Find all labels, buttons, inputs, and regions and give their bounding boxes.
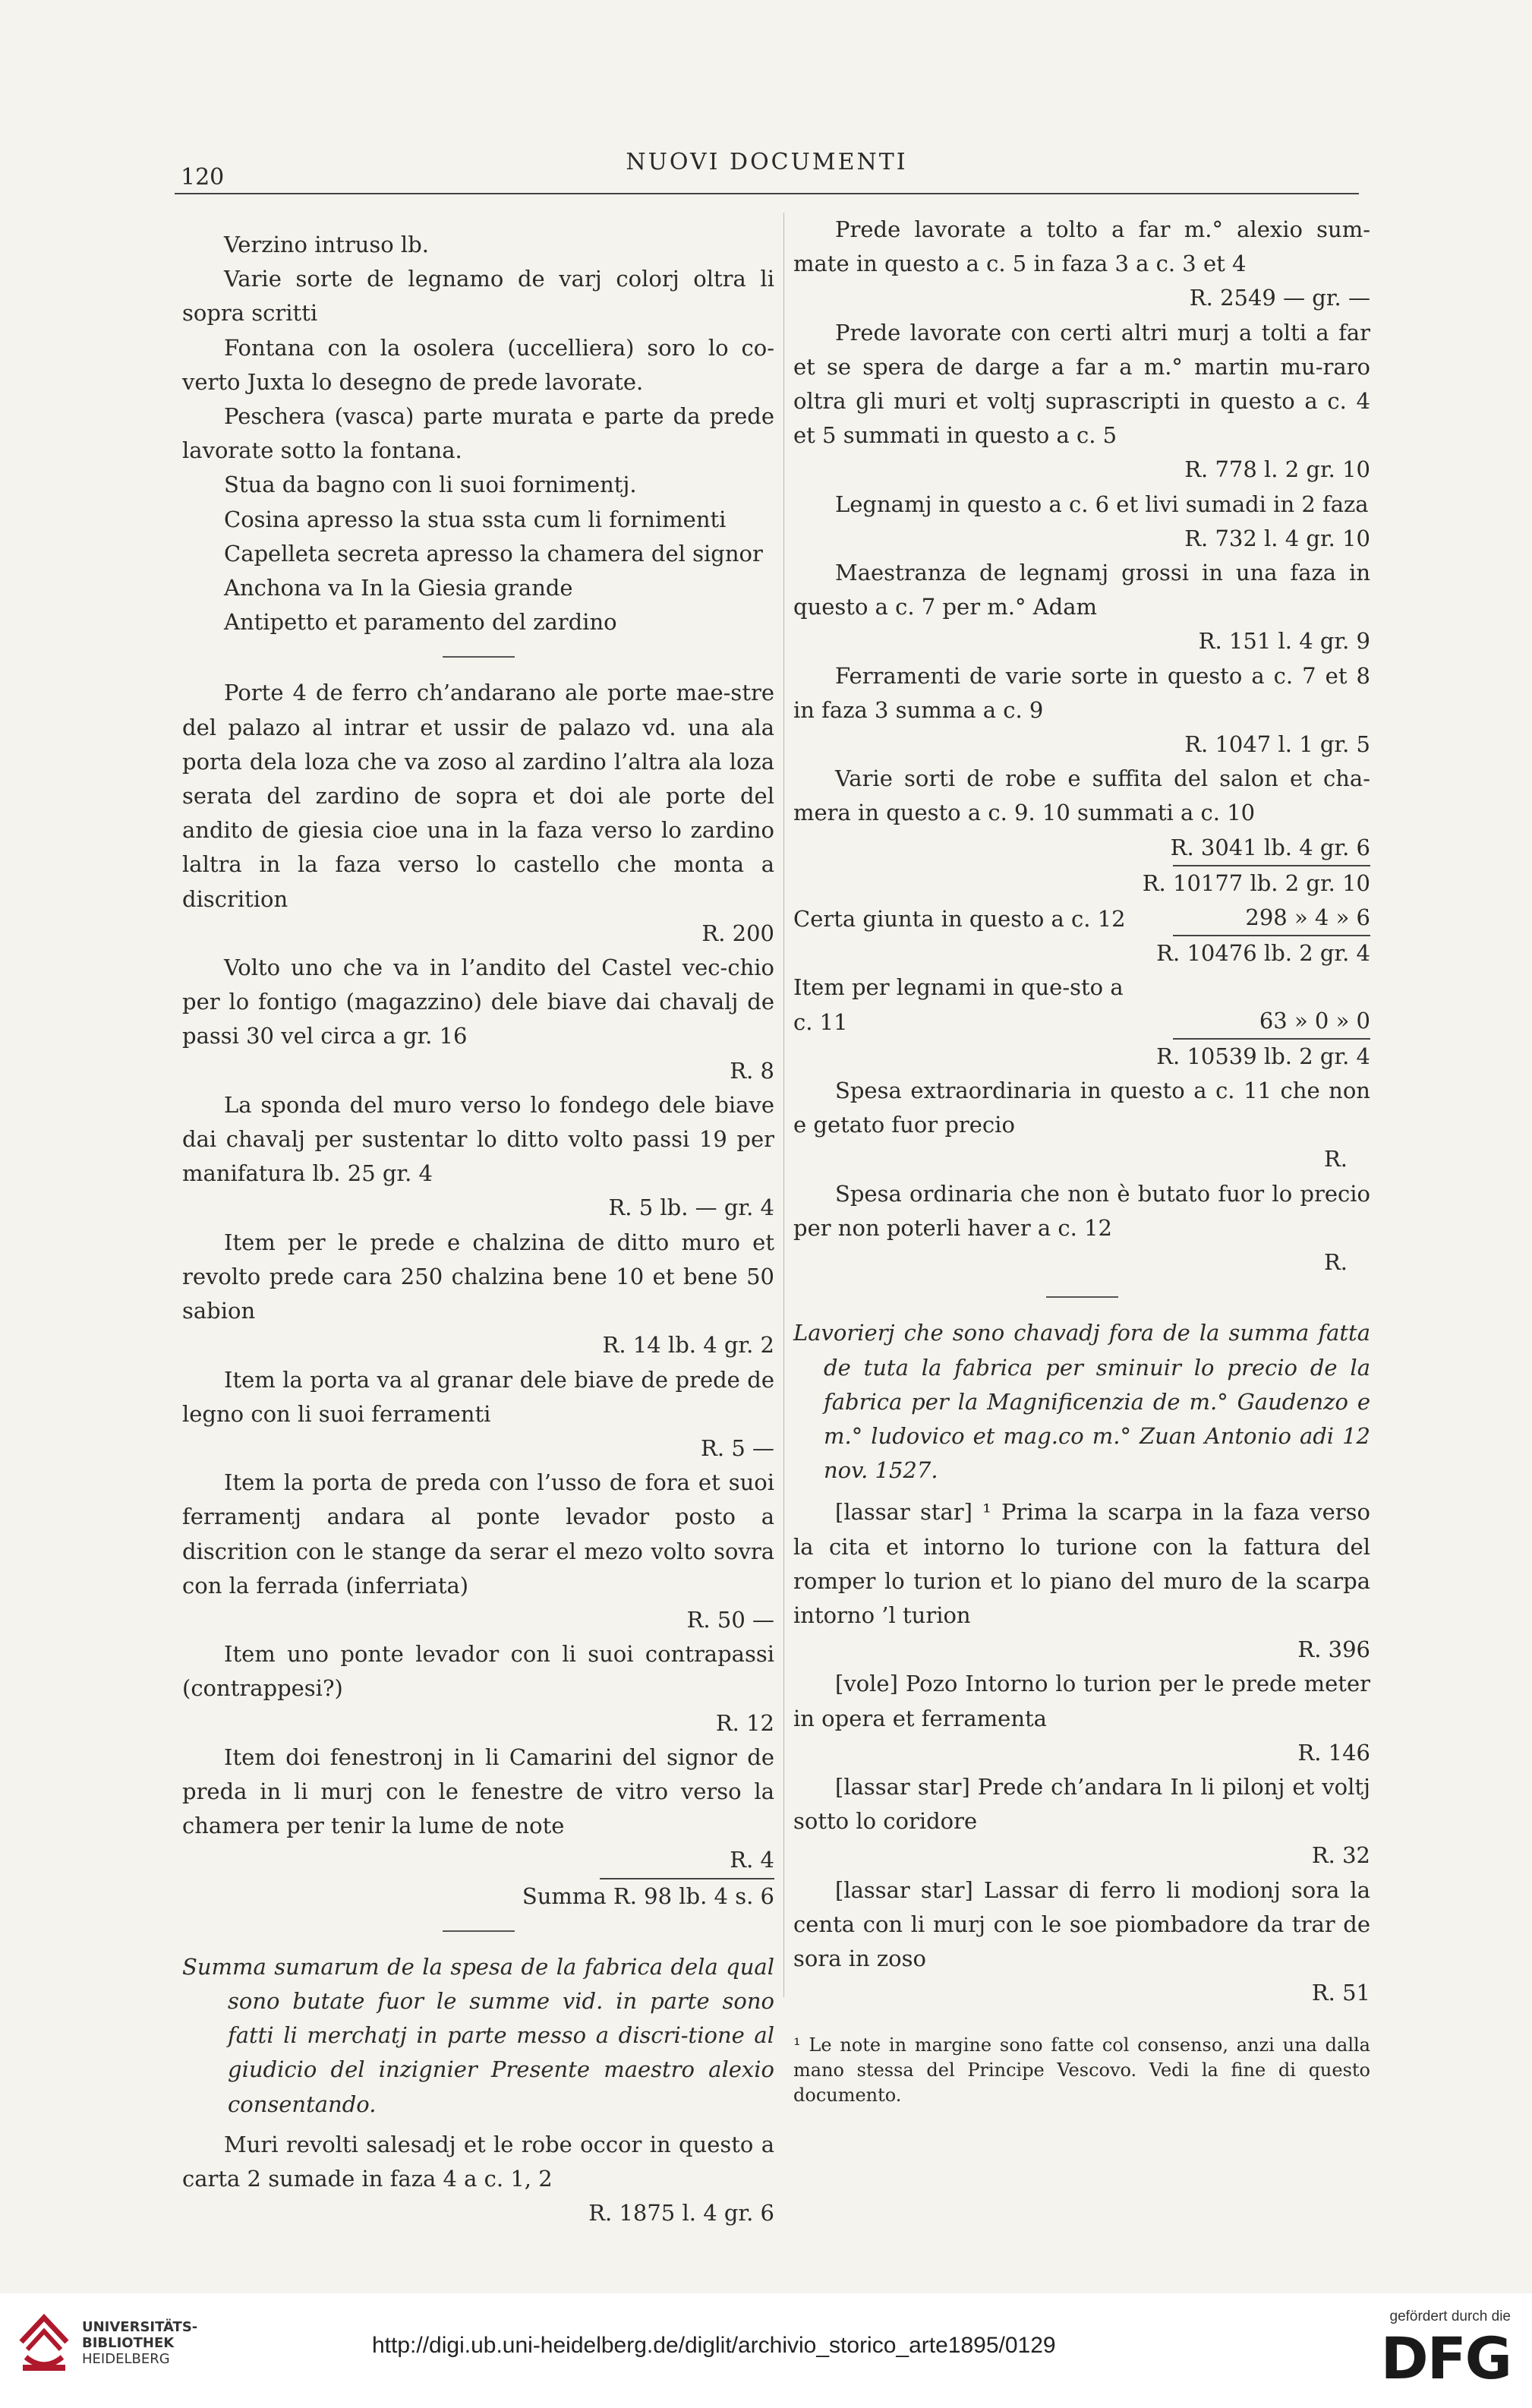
spesa-ordinaria-amount: R. xyxy=(1323,1249,1348,1276)
left-entry xyxy=(182,1088,774,1226)
dfg-logo: DFG xyxy=(1380,2324,1511,2392)
left-entry xyxy=(182,1226,774,1363)
entry-amount: R. 51 xyxy=(1311,1980,1370,2006)
entry-text: [lassar star] Prede ch’andara In li pilonj et voltj sotto lo coridore xyxy=(793,1773,1370,1835)
right-entry xyxy=(793,659,1370,762)
spesa-ordinaria: Spesa ordinaria che non è butato fuor lo precio per non poterli haver a c. 12 xyxy=(793,1180,1370,1241)
library-line-2: BIBLIOTHEK xyxy=(82,2335,175,2351)
entry-text: Item uno ponte levador con li suoi contrapassi (contrappesi?) xyxy=(182,1641,774,1702)
summa-total: Summa R. 98 lb. 4 s. 6 xyxy=(522,1883,774,1909)
digitization-footer xyxy=(0,2293,1532,2408)
entry-amount: R. 396 xyxy=(1297,1636,1370,1663)
footnote: ¹ Le note in margine sono fatte col consenso, anzi una dalla mano stessa del Principe Vescovo. Vedi la fine di questo documento. xyxy=(793,2034,1370,2107)
entry-amount: R. 32 xyxy=(1311,1842,1370,1869)
library-logo-icon xyxy=(15,2312,73,2380)
inventory-line: Antipetto et paramento del zardino xyxy=(224,609,617,636)
spesa-extra: Spesa extraordinaria in questo a c. 11 che non e getato fuor precio xyxy=(793,1078,1370,1138)
entry-amount: R. 4 xyxy=(730,1847,774,1873)
entry-text: Prede lavorate con certi altri murj a tolti a far et se spera de darge a far a m.° martin mu-raro oltra gli muri et voltj suprascripti in questo a c. 4 et 5 summati in questo a c. 5 xyxy=(793,319,1370,449)
entry-text: Legnamj in questo a c. 6 et livi sumadi in 2 faza xyxy=(835,491,1369,517)
inventory-line: Cosina apresso la stua ssta cum li fornimenti xyxy=(224,506,727,532)
left-entry xyxy=(182,676,774,951)
right-entry xyxy=(793,556,1370,659)
entry-amount: R. 151 l. 4 gr. 9 xyxy=(1198,628,1370,655)
library-name xyxy=(82,2319,197,2367)
inventory-line: Fontana con la osolera (uccelliera) soro lo co-verto Juxta lo desegno de prede lavorate. xyxy=(182,334,774,395)
right-entry xyxy=(793,213,1370,316)
right-entry xyxy=(793,1873,1370,2011)
subtotal-3: R. 10539 lb. 2 gr. 4 xyxy=(1156,1043,1370,1069)
entry-text: Ferramenti de varie sorte in questo a c. 7 et 8 in faza 3 summa a c. 9 xyxy=(793,662,1370,723)
inventory-line: Stua da bagno con li suoi fornimentj. xyxy=(224,472,637,498)
entry-text: Varie sorti de robe e suffita del salon et cha-mera in questo a c. 9. 10 summati a c. 10 xyxy=(793,765,1370,826)
section-separator xyxy=(443,656,515,658)
entry-text: [lassar star] ¹ Prima la scarpa in la faza verso la cita et intorno lo turione con la fattura del romper lo turion et lo piano del muro de la scarpa intorno ’l turion xyxy=(793,1499,1370,1628)
entry-text: [lassar star] Lassar di ferro li modionj sora la centa con li murj con le soe piombadore da trar de sora in zoso xyxy=(793,1876,1370,1971)
inventory-line: Verzino intruso lb. xyxy=(224,232,429,257)
entry-text: Item la porta va al granar dele biave de prede de legno con li suoi ferramenti xyxy=(182,1366,774,1427)
right-entry xyxy=(793,1667,1370,1770)
page-header xyxy=(175,149,1359,194)
legnami-label: Item per legnami in que-sto a c. 11 xyxy=(793,974,1124,1035)
left-entry xyxy=(182,1363,774,1466)
muri-amount: R. 1875 l. 4 gr. 6 xyxy=(588,2200,774,2227)
entry-text: Porte 4 de ferro ch’andarano ale porte mae-stre del palazo al intrar et ussir de palazo vd. una ala porta dela loza che va zoso al zardino l’altra ala loza serata del zardino de sopra et doi ale porte del andito de giesia cioe una in la faza verso lo zardino laltra in la faza verso lo castello che monta a discrition xyxy=(182,680,774,912)
entry-amount: R. 200 xyxy=(701,920,774,946)
inventory-line: Varie sorte de legnamo de varj colorj oltra li sopra scritti xyxy=(182,266,774,327)
right-entry xyxy=(793,316,1370,488)
running-title: NUOVI DOCUMENTI xyxy=(626,149,908,175)
section-separator xyxy=(1046,1296,1118,1298)
entry-text: [vole] Pozo Intorno lo turion per le prede meter in opera et ferramenta xyxy=(793,1671,1370,1731)
entry-amount: R. 14 lb. 4 gr. 2 xyxy=(602,1332,774,1359)
entry-amount: R. 778 l. 2 gr. 10 xyxy=(1184,456,1370,483)
entry-text: Volto uno che va in l’andito del Castel vec-chio per lo fontigo (magazzino) dele biave dai chavalj de passi 30 vel circa a gr. 16 xyxy=(182,955,774,1049)
section-separator xyxy=(443,1930,515,1932)
entry-text: Item doi fenestronj in li Camarini del signor de preda in li murj con le fenestre de vitro verso la chamera per tenir la lume de note xyxy=(182,1744,774,1839)
right-entry xyxy=(793,1495,1370,1667)
left-entry xyxy=(182,1741,774,1878)
right-entry xyxy=(793,488,1370,556)
summa-sumarum-heading: Summa sumarum de la spesa de la fabrica dela qual sono butate fuor le summe vid. in parte sono fatti li merchatj in parte messo a discri-tione al giudicio del inzignier Presente maestro alexio consentando. xyxy=(182,1953,774,2117)
right-column xyxy=(793,213,1370,2108)
inventory-line: Capelleta secreta apresso la chamera del signor xyxy=(224,540,763,566)
subtotal-1: R. 10177 lb. 2 gr. 10 xyxy=(1142,869,1370,896)
permalink-url[interactable]: http://digi.ub.uni-heidelberg.de/diglit/archivio_storico_arte1895/0129 xyxy=(372,2333,1056,2358)
muri-entry: Muri revolti salesadj et le robe occor in questo a carta 2 sumade in faza 4 a c. 1, 2 xyxy=(182,2131,774,2192)
page-number: 120 xyxy=(181,164,225,191)
left-entry xyxy=(182,1637,774,1741)
inventory-line: Peschera (vasca) parte murata e parte da prede lavorate sotto la fontana. xyxy=(182,403,774,464)
right-entry xyxy=(793,1770,1370,1873)
giunta-value: 298 » 4 » 6 xyxy=(1173,901,1370,936)
giunta-row xyxy=(793,901,1370,936)
funded-by-label: gefördert durch die xyxy=(1389,2309,1511,2324)
entry-text: Prede lavorate a tolto a far m.° alexio sum-mate in questo a c. 5 in faza 3 a c. 3 et 4 xyxy=(793,216,1370,277)
entry-amount: R. 2549 — gr. — xyxy=(1189,285,1370,311)
entry-text: Item la porta de preda con l’usso de fora et suoi ferramentj andara al ponte levador posto a discrition con le stange da serar el mezo volto sovra con la ferrada (inferriata) xyxy=(182,1469,774,1598)
legnami-row xyxy=(793,970,1370,1039)
spesa-extra-amount: R. xyxy=(1323,1146,1348,1172)
inventory-line: Anchona va In la Giesia grande xyxy=(224,575,573,601)
entry-text: Item per le prede e chalzina de ditto muro et revolto prede cara 250 chalzina bene 10 et bene 50 sabion xyxy=(182,1229,774,1324)
entry-amount: R. 50 — xyxy=(686,1606,774,1633)
entry-amount: R. 3041 lb. 4 gr. 6 xyxy=(1170,834,1370,860)
giunta-label: Certa giunta in questo a c. 12 xyxy=(793,906,1126,933)
left-entry xyxy=(182,1466,774,1637)
left-column xyxy=(182,228,774,2230)
entry-amount: R. 8 xyxy=(730,1057,774,1084)
library-line-3: HEIDELBERG xyxy=(82,2351,170,2367)
subtotal-2: R. 10476 lb. 2 gr. 4 xyxy=(1156,940,1370,967)
entry-amount: R. 5 — xyxy=(701,1434,774,1461)
entry-amount: R. 12 xyxy=(715,1709,774,1736)
library-line-1: UNIVERSITÄTS- xyxy=(82,2319,198,2335)
entry-text: Maestranza de legnamj grossi in una faza in questo a c. 7 per m.° Adam xyxy=(793,560,1370,620)
left-entry xyxy=(182,951,774,1088)
column-divider xyxy=(783,213,784,1997)
right-entry xyxy=(793,762,1370,865)
lavorierj-heading: Lavorierj che sono chavadj fora de la summa fatta de tuta la fabrica per sminuir lo precio de la fabrica per la Magnificenzia de m.° Gaudenzo e m.° ludovico et mag.co m.° Zuan Antonio adi 12 nov. 1527. xyxy=(793,1320,1370,1484)
entry-text: La sponda del muro verso lo fondego dele biave dai chavalj per sustentar lo ditto volto passi 19 per manifatura lb. 25 gr. 4 xyxy=(182,1091,774,1187)
legnami-value: 63 » 0 » 0 xyxy=(1173,1004,1370,1040)
entry-amount: R. 1047 l. 1 gr. 5 xyxy=(1184,731,1370,758)
entry-amount: R. 5 lb. — gr. 4 xyxy=(608,1195,774,1221)
entry-amount: R. 146 xyxy=(1297,1739,1370,1766)
entry-amount: R. 732 l. 4 gr. 10 xyxy=(1184,525,1370,551)
